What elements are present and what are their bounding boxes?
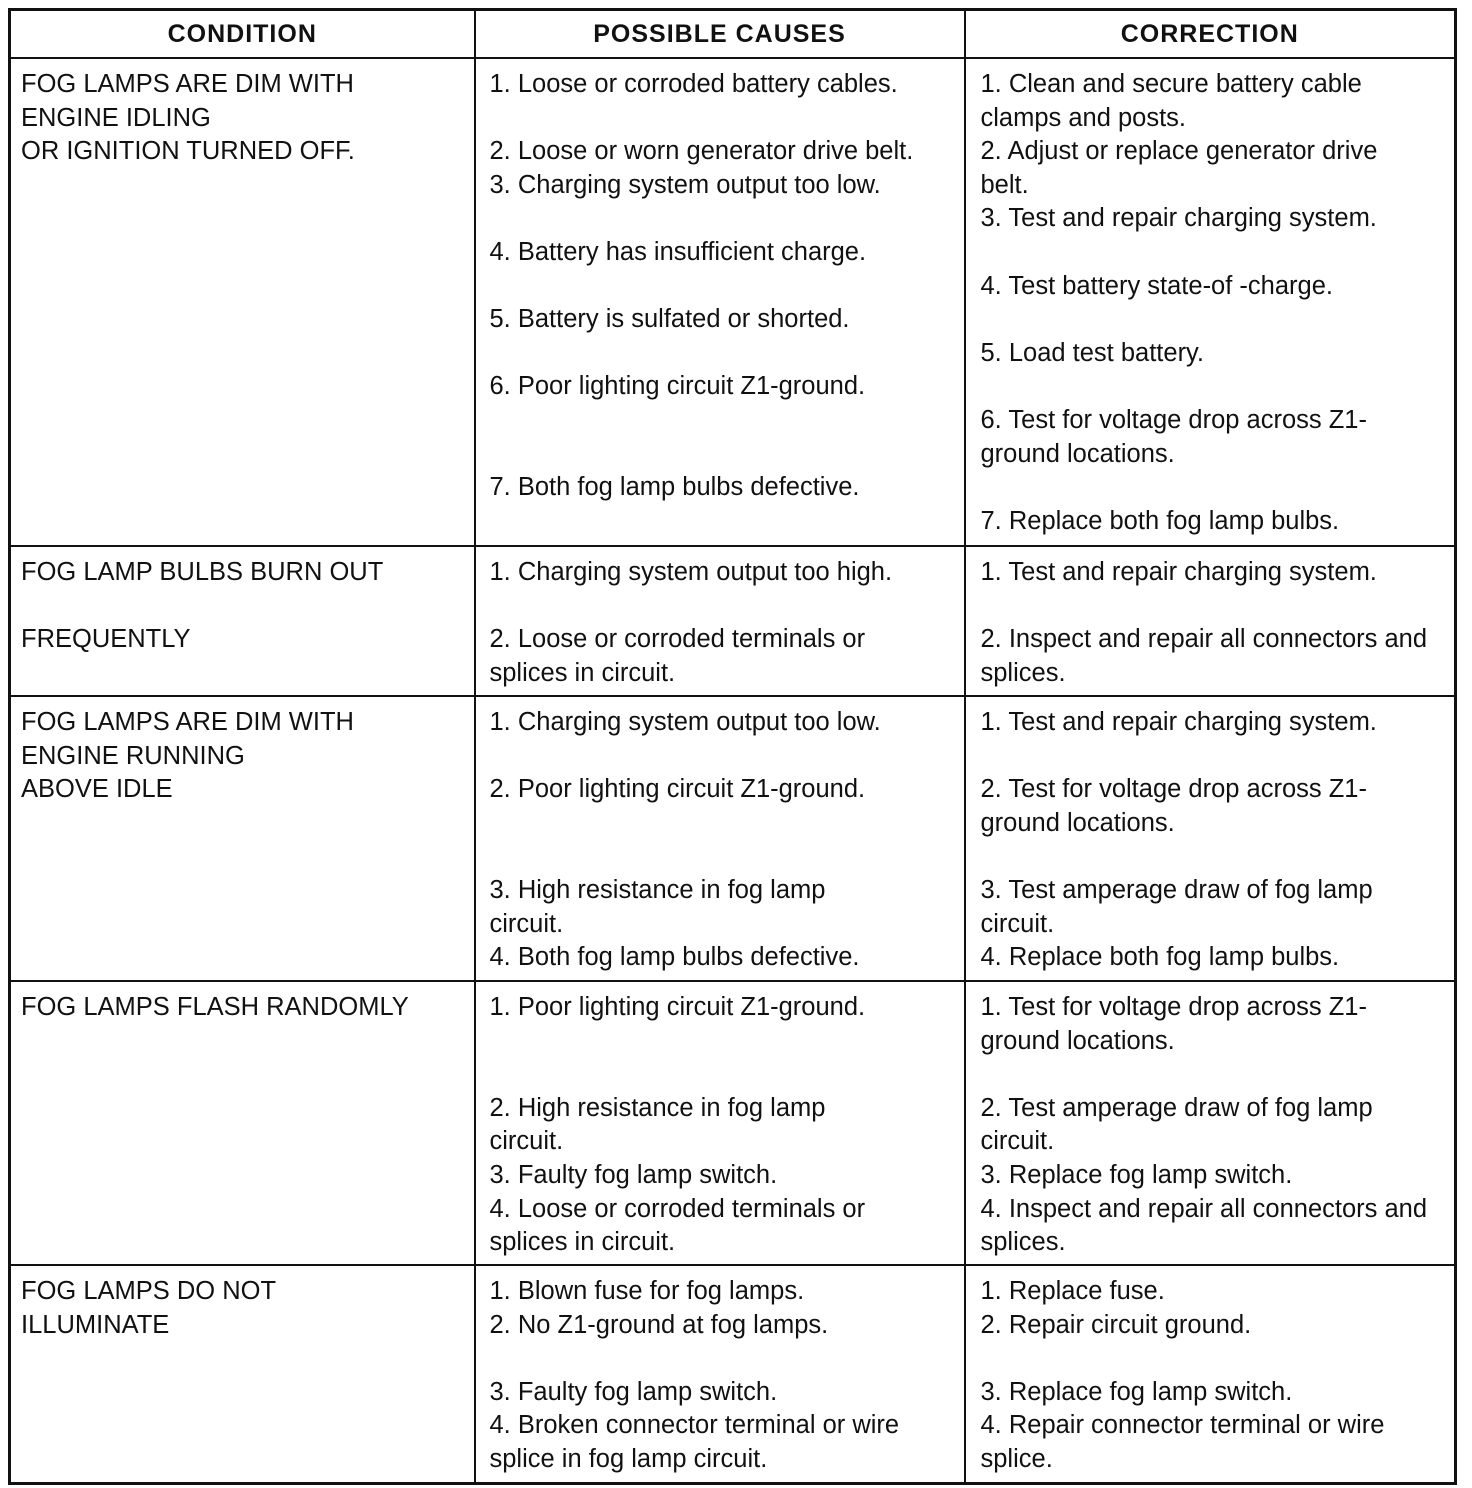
condition-cell: FOG LAMP BULBS BURN OUT FREQUENTLY bbox=[10, 546, 475, 696]
correction-item: 2. Repair circuit ground. bbox=[980, 1310, 1252, 1339]
cause-item: 1. Charging system output too low. bbox=[489, 708, 881, 736]
cause-item: 1. Blown fuse for fog lamps. bbox=[489, 1277, 805, 1305]
correction-item: 4. Inspect and repair all connectors and splices. bbox=[980, 1194, 1428, 1257]
correction-item: 1. Test and repair charging system. bbox=[980, 558, 1377, 586]
correction-cell bbox=[965, 58, 1456, 546]
condition-cell: FOG LAMPS FLASH RANDOMLY bbox=[10, 981, 475, 1265]
header-correction: CORRECTION bbox=[965, 10, 1456, 59]
cause-item: 2. Loose or corroded terminals or splices in circuit. bbox=[489, 625, 866, 687]
cause-item: 4. Battery has insufficient charge. bbox=[489, 237, 867, 266]
cause-item: 3. Faulty fog lamp switch. bbox=[489, 1377, 778, 1406]
cause-item: 2. High resistance in fog lamp circuit. bbox=[489, 1093, 826, 1156]
causes-cell bbox=[475, 981, 965, 1265]
correction-item: 1. Clean and secure battery cable clamps and posts. bbox=[980, 70, 1362, 132]
table-row bbox=[10, 981, 1456, 1265]
correction-item: 5. Load test battery. bbox=[980, 338, 1204, 367]
cause-item: 4. Both fog lamp bulbs defective. bbox=[489, 943, 860, 972]
correction-item: 4. Replace both fog lamp bulbs. bbox=[980, 943, 1340, 972]
correction-item: 1. Test and repair charging system. bbox=[980, 708, 1377, 736]
correction-item: 2. Test amperage draw of fog lamp circuit. bbox=[980, 1093, 1373, 1156]
correction-item: 4. Test battery state-of -charge. bbox=[980, 271, 1333, 300]
cause-item: 7. Both fog lamp bulbs defective. bbox=[489, 473, 860, 502]
correction-item: 2. Test for voltage drop across Z1-ground locations. bbox=[980, 775, 1367, 837]
correction-item: 3. Test amperage draw of fog lamp circuit. bbox=[980, 875, 1373, 938]
table-row bbox=[10, 1265, 1456, 1483]
correction-item: 1. Test for voltage drop across Z1-ground locations. bbox=[980, 993, 1367, 1055]
header-possible-causes: POSSIBLE CAUSES bbox=[475, 10, 965, 59]
correction-item: 2. Adjust or replace generator drive belt. bbox=[980, 137, 1378, 199]
condition-cell: FOG LAMPS DO NOT ILLUMINATE bbox=[10, 1265, 475, 1483]
correction-item: 6. Test for voltage drop across Z1-ground locations. bbox=[980, 405, 1367, 468]
correction-item: 1. Replace fuse. bbox=[980, 1277, 1165, 1305]
cause-item: 3. Faulty fog lamp switch. bbox=[489, 1160, 778, 1189]
table-row bbox=[10, 58, 1456, 546]
correction-cell bbox=[965, 981, 1456, 1265]
cause-item: 1. Loose or corroded battery cables. bbox=[489, 70, 898, 98]
correction-cell bbox=[965, 696, 1456, 981]
cause-item: 2. Loose or worn generator drive belt. bbox=[489, 137, 914, 166]
condition-cell: FOG LAMPS ARE DIM WITH ENGINE RUNNING ABOVE IDLE bbox=[10, 696, 475, 981]
correction-item: 2. Inspect and repair all connectors and splices. bbox=[980, 625, 1428, 687]
header-row bbox=[10, 10, 1456, 59]
correction-item: 3. Replace fog lamp switch. bbox=[980, 1377, 1293, 1406]
cause-item: 1. Charging system output too high. bbox=[489, 558, 893, 586]
header-condition: CONDITION bbox=[10, 10, 475, 59]
cause-item: 5. Battery is sulfated or shorted. bbox=[489, 305, 850, 334]
cause-item: 6. Poor lighting circuit Z1-ground. bbox=[489, 372, 866, 401]
correction-cell bbox=[965, 1265, 1456, 1483]
correction-item: 3. Test and repair charging system. bbox=[980, 204, 1377, 233]
condition-cell: FOG LAMPS ARE DIM WITH ENGINE IDLING OR IGNITION TURNED OFF. bbox=[10, 58, 475, 546]
table-row bbox=[10, 696, 1456, 981]
causes-cell bbox=[475, 1265, 965, 1483]
causes-cell bbox=[475, 696, 965, 981]
correction-item: 7. Replace both fog lamp bulbs. bbox=[980, 506, 1340, 535]
correction-cell bbox=[965, 546, 1456, 696]
cause-item: 1. Poor lighting circuit Z1-ground. bbox=[489, 993, 866, 1021]
table-row bbox=[10, 546, 1456, 696]
cause-item: 3. Charging system output too low. bbox=[489, 170, 881, 199]
cause-item: 2. Poor lighting circuit Z1-ground. bbox=[489, 775, 866, 804]
correction-item: 4. Repair connector terminal or wire splice. bbox=[980, 1411, 1385, 1473]
cause-item: 3. High resistance in fog lamp circuit. bbox=[489, 875, 826, 938]
correction-item: 3. Replace fog lamp switch. bbox=[980, 1160, 1293, 1189]
causes-cell bbox=[475, 546, 965, 696]
diagnosis-table bbox=[8, 8, 1457, 1485]
cause-item: 4. Loose or corroded terminals or splices in circuit. bbox=[489, 1194, 866, 1257]
cause-item: 2. No Z1-ground at fog lamps. bbox=[489, 1310, 829, 1339]
cause-item: 4. Broken connector terminal or wire splice in fog lamp circuit. bbox=[489, 1411, 900, 1473]
causes-cell bbox=[475, 58, 965, 546]
